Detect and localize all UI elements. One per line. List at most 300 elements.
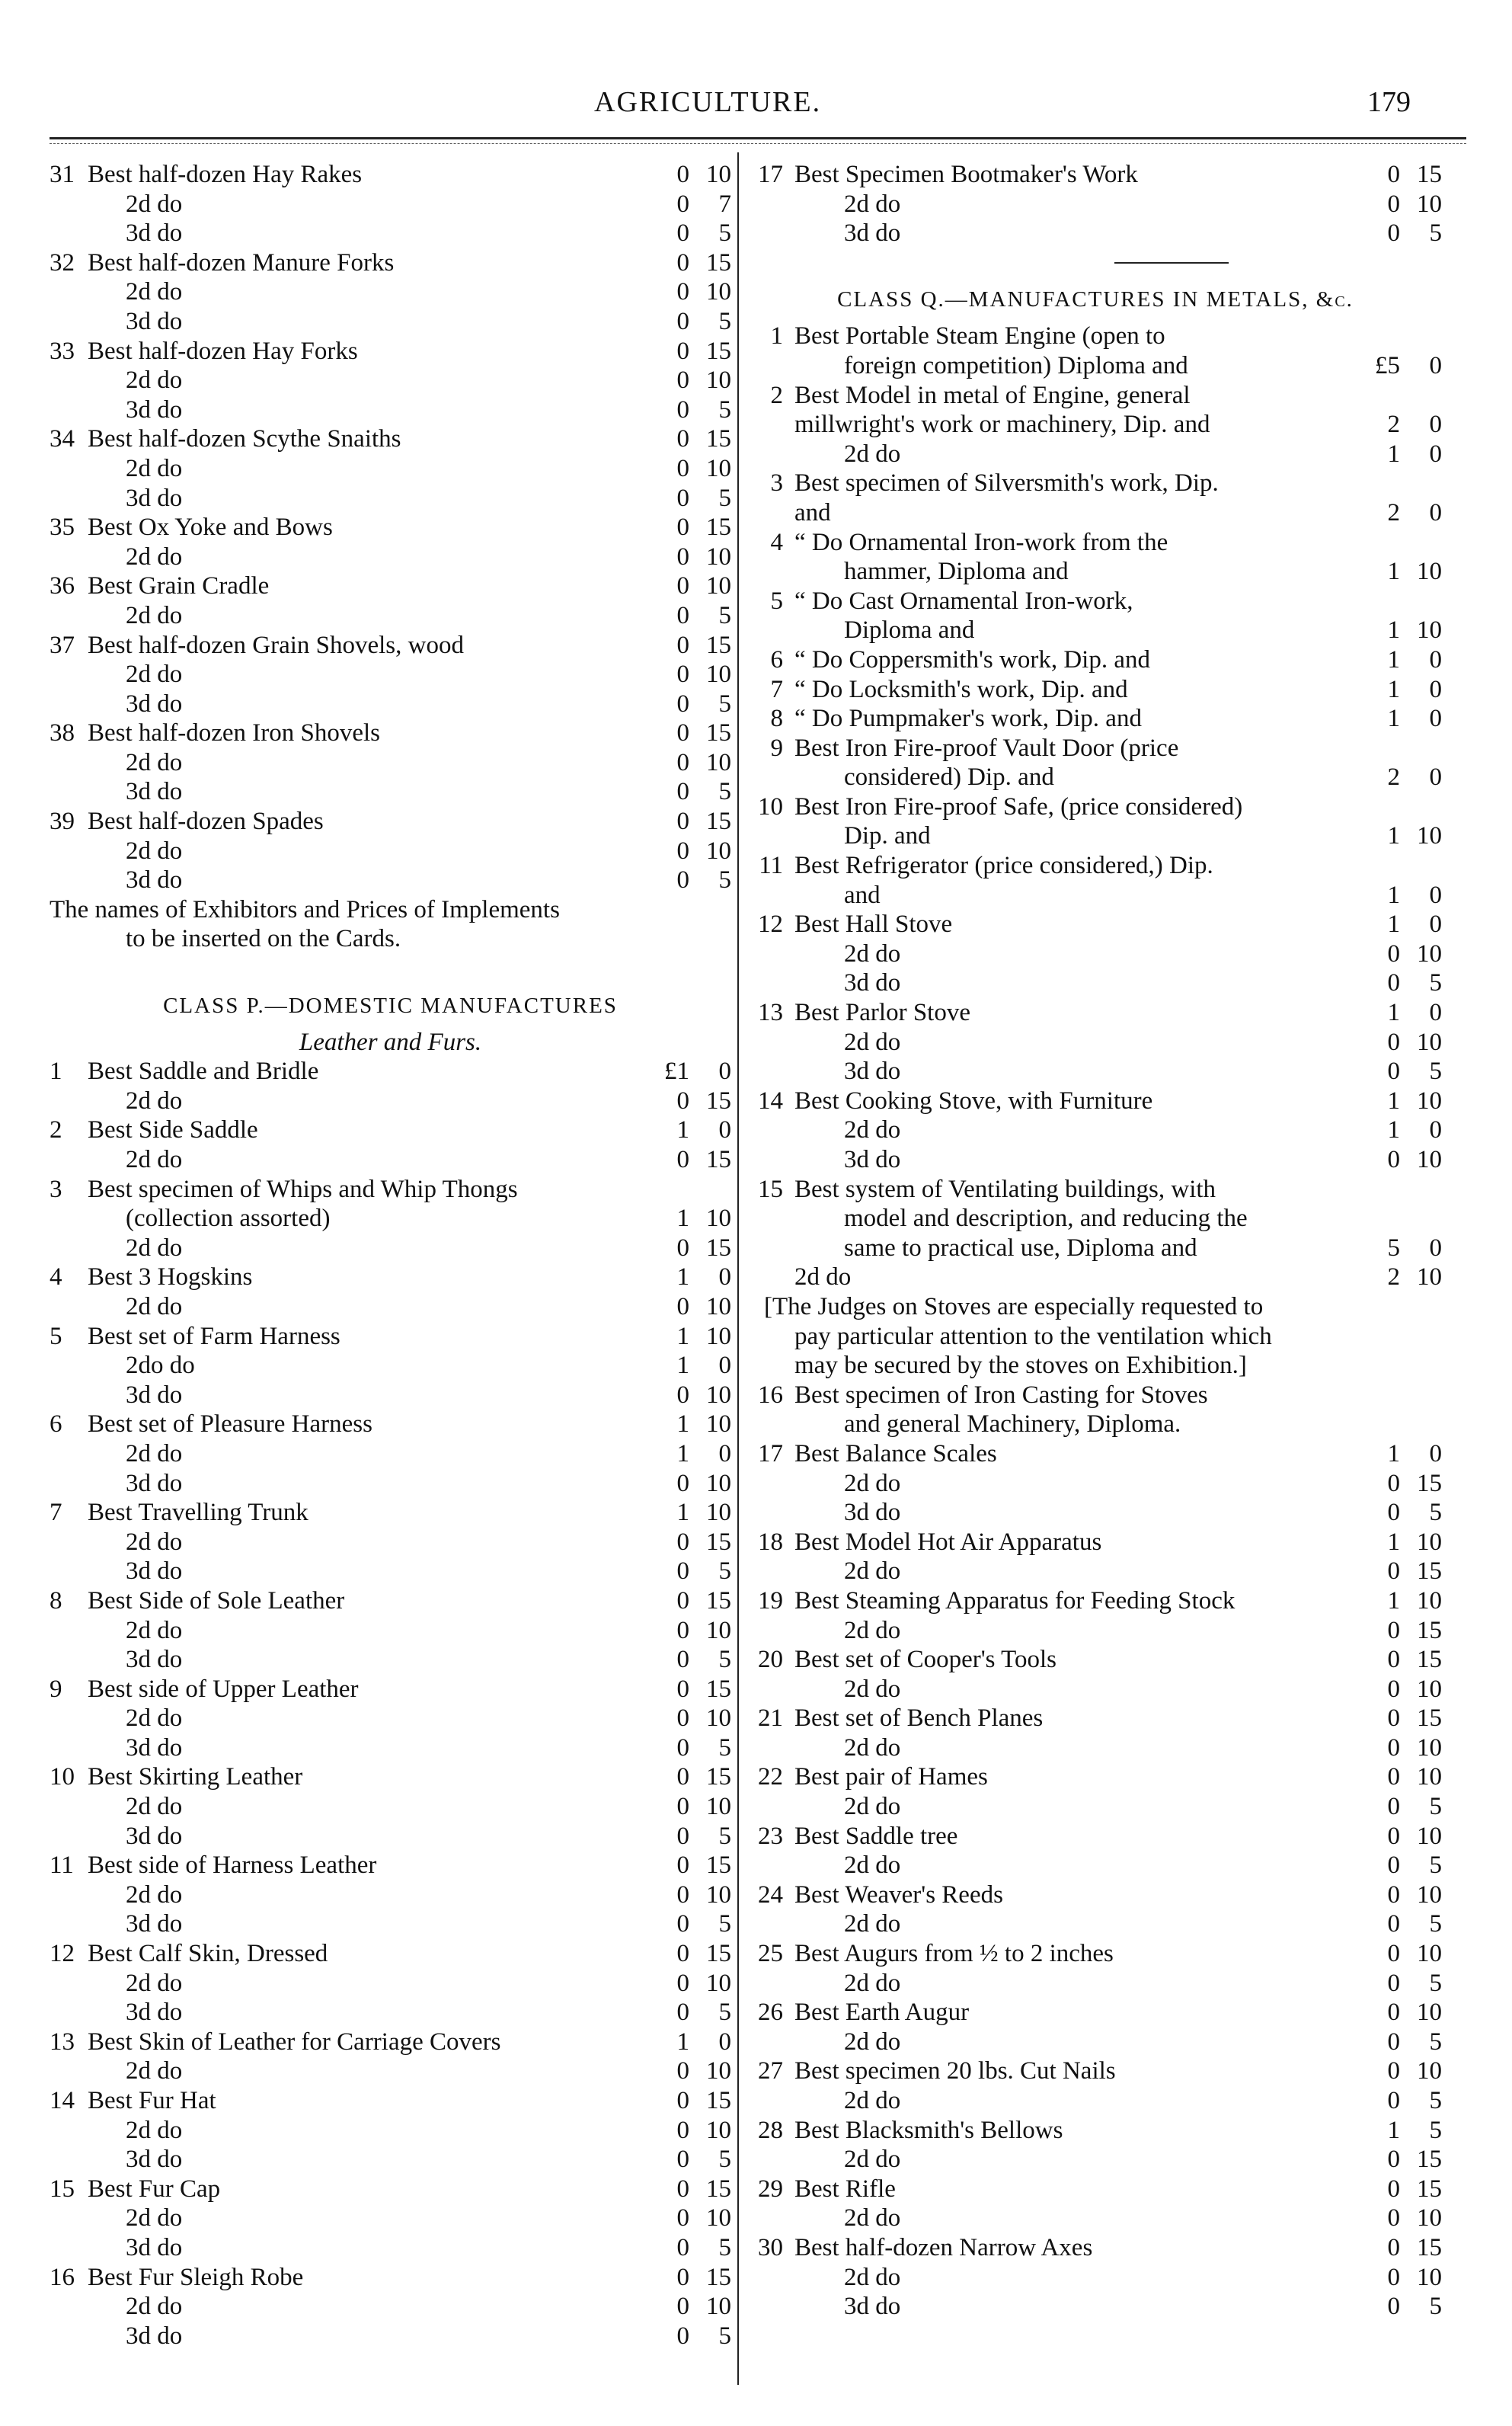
amount-shillings: 10	[1417, 1822, 1442, 1850]
amount-shillings: 10	[1417, 1940, 1442, 1968]
amount-pounds: 0	[676, 395, 689, 424]
list-item	[749, 792, 1442, 822]
item-description: Best Model in metal of Engine, general	[794, 381, 1191, 409]
item-description: Best Specimen Bootmaker's Work	[794, 161, 1138, 188]
amount-shillings: 10	[1417, 1263, 1442, 1291]
list-item	[749, 1263, 1442, 1292]
list-item	[50, 1263, 731, 1292]
amount-pounds: 1	[676, 1499, 689, 1527]
class-subheading	[50, 1028, 731, 1058]
item-description: 2d do	[844, 1793, 901, 1821]
list-item	[50, 1469, 731, 1499]
item-description: Best Model Hot Air Apparatus	[794, 1528, 1102, 1556]
amount-shillings: 10	[706, 1793, 731, 1821]
list-item	[50, 424, 731, 454]
amount-shillings: 5	[718, 1646, 731, 1674]
list-item	[50, 601, 731, 631]
amount-shillings: 10	[706, 1880, 731, 1909]
amount-pounds: 0	[1387, 1852, 1400, 1880]
amount-shillings: 15	[1417, 2146, 1442, 2174]
list-item	[50, 190, 731, 219]
item-description: 2d do	[844, 1910, 901, 1938]
amount-pounds: 0	[676, 337, 689, 365]
amount-shillings: 10	[1417, 1028, 1442, 1056]
amount-pounds: 0	[676, 190, 689, 218]
list-item	[749, 1028, 1442, 1058]
amount-pounds: 0	[1387, 219, 1400, 248]
list-item	[50, 1969, 731, 1999]
amount-pounds: 0	[1387, 1058, 1400, 1086]
amount-shillings: 15	[1417, 2175, 1442, 2203]
item-description: 2d do	[844, 440, 901, 468]
amount-shillings: 15	[1417, 1646, 1442, 1674]
list-item	[749, 1498, 1442, 1528]
amount-shillings: 10	[1417, 1999, 1442, 2027]
amount-pounds: 1	[1387, 1586, 1400, 1615]
amount-shillings: 10	[706, 2057, 731, 2085]
item-description: Best half-dozen Grain Shovels, wood	[88, 631, 464, 659]
amount-shillings: 15	[706, 2175, 731, 2203]
amount-shillings: 15	[706, 1586, 731, 1615]
amount-pounds: 0	[676, 2204, 689, 2232]
list-item	[50, 2145, 731, 2175]
item-description: Best set of Cooper's Tools	[794, 1646, 1057, 1674]
amount-pounds: 0	[1387, 1969, 1400, 1997]
amount-shillings: 15	[706, 719, 731, 747]
list-item	[50, 1322, 731, 1352]
item-number: 3	[50, 1175, 62, 1203]
item-number: 11	[759, 852, 783, 880]
item-description: 2d do	[794, 1263, 852, 1291]
list-item	[50, 1733, 731, 1763]
amount-shillings: 10	[1417, 1087, 1442, 1115]
item-description: Best Iron Fire-proof Vault Door (price	[794, 734, 1179, 762]
item-description: Best Fur Cap	[88, 2175, 221, 2203]
list-item	[50, 1998, 731, 2028]
item-number: 12	[50, 1940, 75, 1968]
amount-pounds: 0	[1387, 1793, 1400, 1821]
list-item	[749, 1351, 1442, 1381]
amount-shillings: 15	[1417, 2233, 1442, 2261]
amount-pounds: 0	[676, 248, 689, 277]
list-item	[50, 719, 731, 748]
list-item	[50, 1645, 731, 1675]
item-description: Best half-dozen Spades	[88, 808, 324, 836]
item-description: Best Skin of Leather for Carriage Covers	[88, 2028, 501, 2056]
item-description: 2d do	[126, 2204, 183, 2232]
item-description: “ Do Pumpmaker's work, Dip. and	[794, 705, 1142, 733]
item-description: and general Machinery, Diploma.	[844, 1410, 1181, 1439]
item-description: 2d do	[844, 1969, 901, 1997]
list-item	[50, 2322, 731, 2351]
item-description: 2d do	[126, 748, 183, 776]
list-item	[749, 1616, 1442, 1646]
amount-pounds: 1	[1387, 1087, 1400, 1115]
amount-pounds: 1	[1387, 881, 1400, 909]
item-number: 1	[770, 322, 783, 350]
list-item	[749, 322, 1442, 351]
amount-shillings: 5	[1429, 219, 1442, 248]
amount-shillings: 10	[1417, 1586, 1442, 1615]
amount-pounds: 0	[1387, 1146, 1400, 1173]
amount-shillings: 15	[1417, 1469, 1442, 1497]
amount-shillings: 15	[706, 248, 731, 277]
class-heading	[50, 984, 731, 1028]
amount-shillings: 10	[706, 1381, 731, 1409]
list-item	[749, 219, 1442, 248]
item-description: Best Ox Yoke and Bows	[88, 514, 333, 542]
item-description: Best Cooking Stove, with Furniture	[794, 1087, 1153, 1115]
item-description: 3d do	[844, 969, 901, 997]
amount-shillings: 10	[706, 1410, 731, 1439]
amount-shillings: 10	[1417, 558, 1442, 586]
item-description: 3d do	[126, 2233, 183, 2261]
item-description: Best Skirting Leather	[88, 1763, 303, 1791]
list-item	[50, 1880, 731, 1910]
item-number: 15	[50, 2175, 75, 2203]
list-item	[749, 1439, 1442, 1469]
item-description: Best specimen 20 lbs. Cut Nails	[794, 2057, 1116, 2085]
item-description: 3d do	[126, 395, 183, 424]
amount-pounds: 0	[676, 690, 689, 718]
item-description: may be secured by the stoves on Exhibition.]	[794, 1352, 1247, 1380]
item-number: 4	[50, 1263, 62, 1291]
amount-shillings: 10	[1417, 2204, 1442, 2232]
amount-pounds: 0	[1387, 2204, 1400, 2232]
item-number: 6	[50, 1410, 62, 1439]
amount-shillings: 10	[1417, 939, 1442, 968]
amount-shillings: 5	[1429, 1910, 1442, 1938]
item-number: 17	[758, 161, 783, 188]
list-item	[749, 2204, 1442, 2233]
item-number: 7	[50, 1499, 62, 1527]
amount-pounds: 0	[1387, 1822, 1400, 1850]
item-description: Best Weaver's Reeds	[794, 1880, 1003, 1909]
item-description: 2d do	[126, 1439, 183, 1467]
list-item	[749, 645, 1442, 675]
amount-shillings: 10	[706, 2204, 731, 2232]
amount-pounds: 1	[676, 1205, 689, 1233]
amount-pounds: 0	[1387, 2293, 1400, 2321]
column-divider	[737, 152, 739, 2385]
item-description: 3d do	[126, 690, 183, 718]
item-description: 2d do	[126, 1793, 183, 1821]
list-item	[749, 190, 1442, 219]
item-number: 9	[770, 734, 783, 762]
list-item	[50, 248, 731, 278]
item-number: 7	[770, 675, 783, 703]
amount-shillings: 15	[706, 1940, 731, 1968]
item-description: 2d do	[126, 1616, 183, 1644]
amount-shillings: 10	[1417, 1763, 1442, 1791]
item-description: Best Iron Fire-proof Safe, (price considered)	[794, 792, 1243, 821]
list-item	[749, 616, 1442, 645]
item-description: “ Do Cast Ornamental Iron-work,	[794, 587, 1133, 615]
item-description: Dip. and	[844, 822, 931, 850]
item-number: 8	[770, 705, 783, 733]
item-description: (collection assorted)	[126, 1205, 331, 1233]
item-number: 29	[758, 2175, 783, 2203]
short-rule	[1114, 262, 1229, 264]
header-rule-secondary	[50, 143, 1466, 144]
item-description: 2d do	[126, 190, 183, 218]
list-item	[749, 1704, 1442, 1733]
item-description: 2d do	[844, 1116, 901, 1144]
amount-pounds: 0	[1387, 2263, 1400, 2291]
amount-pounds: 0	[1387, 939, 1400, 968]
amount-shillings: 5	[718, 2233, 731, 2261]
list-item	[50, 1909, 731, 1939]
item-number: 38	[50, 719, 75, 747]
page-title: AGRICULTURE.	[594, 86, 822, 118]
amount-pounds: 0	[676, 1822, 689, 1850]
item-description: 2d do	[844, 2263, 901, 2291]
item-number: 30	[758, 2233, 783, 2261]
amount-pounds: £5	[1375, 351, 1400, 379]
list-item	[749, 2145, 1442, 2175]
item-number: 39	[50, 808, 75, 836]
amount-shillings: 15	[1417, 1557, 1442, 1586]
amount-shillings: 5	[718, 1822, 731, 1850]
amount-pounds: 0	[1387, 2146, 1400, 2174]
amount-shillings: 5	[1429, 1793, 1442, 1821]
item-description: 2d do	[844, 2204, 901, 2232]
amount-pounds: 0	[676, 542, 689, 571]
item-description: Best set of Pleasure Harness	[88, 1410, 372, 1439]
amount-shillings: 0	[718, 1263, 731, 1291]
amount-shillings: 0	[1429, 1439, 1442, 1467]
amount-shillings: 0	[1429, 440, 1442, 468]
list-item	[749, 821, 1442, 851]
list-item	[749, 440, 1442, 469]
item-description: Best Saddle and Bridle	[88, 1058, 319, 1086]
amount-shillings: 10	[1417, 1146, 1442, 1173]
list-item	[749, 1115, 1442, 1145]
list-item	[50, 2028, 731, 2057]
amount-shillings: 10	[706, 542, 731, 571]
item-number: 25	[758, 1940, 783, 1968]
amount-shillings: 10	[1417, 822, 1442, 850]
amount-shillings: 5	[718, 1733, 731, 1762]
item-number: 13	[758, 999, 783, 1027]
amount-pounds: 0	[1387, 1675, 1400, 1703]
amount-pounds: 1	[676, 1410, 689, 1439]
list-item	[749, 160, 1442, 190]
list-item	[50, 777, 731, 807]
item-number: 15	[758, 1175, 783, 1203]
list-item	[50, 660, 731, 690]
item-description: 2d do	[844, 2146, 901, 2174]
list-item	[749, 469, 1442, 498]
item-description: Best half-dozen Narrow Axes	[794, 2233, 1093, 2261]
amount-shillings: 7	[718, 190, 731, 218]
item-description: Best specimen of Iron Casting for Stoves	[794, 1381, 1208, 1409]
amount-shillings: 0	[1429, 1234, 1442, 1262]
running-header	[0, 85, 1512, 131]
amount-pounds: 0	[676, 1381, 689, 1409]
list-item	[50, 690, 731, 719]
list-item	[50, 1145, 731, 1175]
amount-pounds: 0	[676, 1675, 689, 1703]
item-description: 2d do	[126, 661, 183, 689]
amount-shillings: 10	[1417, 190, 1442, 218]
amount-pounds: 0	[676, 484, 689, 512]
amount-pounds: 0	[676, 514, 689, 542]
item-description: 3d do	[126, 1910, 183, 1938]
list-item	[749, 1204, 1442, 1234]
item-description: 2d do	[126, 1234, 183, 1262]
amount-pounds: 1	[676, 1439, 689, 1467]
spacer	[50, 954, 731, 984]
item-description: 2d do	[844, 1733, 901, 1762]
amount-shillings: 0	[1429, 645, 1442, 674]
list-item	[749, 1557, 1442, 1586]
amount-pounds: 1	[1387, 911, 1400, 939]
amount-pounds: 1	[1387, 1528, 1400, 1556]
item-description: hammer, Diploma and	[844, 558, 1069, 586]
amount-pounds: 0	[676, 1999, 689, 2027]
amount-shillings: 0	[1429, 763, 1442, 792]
amount-pounds: 1	[1387, 440, 1400, 468]
amount-pounds: 0	[1387, 2175, 1400, 2203]
amount-shillings: 5	[718, 1557, 731, 1586]
item-description: Best Steaming Apparatus for Feeding Stock	[794, 1586, 1235, 1615]
amount-shillings: 5	[1429, 1058, 1442, 1086]
item-description: Best Parlor Stove	[794, 999, 970, 1027]
class-heading	[749, 277, 1442, 322]
amount-pounds: 0	[676, 1969, 689, 1997]
item-description: 2d do	[126, 2057, 183, 2085]
amount-pounds: 0	[676, 1733, 689, 1762]
list-item	[50, 2086, 731, 2116]
amount-pounds: 0	[676, 1646, 689, 1674]
item-description: 2do do	[126, 1352, 195, 1380]
amount-shillings: 10	[706, 1322, 731, 1350]
item-description: 3d do	[126, 1469, 183, 1497]
amount-pounds: 2	[1387, 498, 1400, 526]
amount-pounds: 0	[676, 1940, 689, 1968]
item-description: 2d do	[844, 939, 901, 968]
list-item	[50, 837, 731, 866]
item-description: 2d do	[126, 454, 183, 482]
list-item	[50, 1087, 731, 1116]
amount-shillings: 0	[1429, 881, 1442, 909]
list-item	[749, 1675, 1442, 1704]
item-number: 8	[50, 1586, 62, 1615]
list-item	[50, 484, 731, 514]
amount-shillings: 15	[706, 1234, 731, 1262]
list-item	[749, 2263, 1442, 2293]
list-item	[50, 1292, 731, 1322]
amount-shillings: 0	[1429, 705, 1442, 733]
amount-shillings: 10	[706, 661, 731, 689]
item-description: Best Rifle	[794, 2175, 896, 2203]
amount-pounds: 0	[676, 808, 689, 836]
amount-pounds: 0	[676, 1880, 689, 1909]
list-item	[50, 1410, 731, 1439]
item-description: Best Blacksmith's Bellows	[794, 2116, 1063, 2144]
amount-shillings: 0	[1429, 498, 1442, 526]
amount-shillings: 10	[706, 1616, 731, 1644]
amount-shillings: 10	[1417, 1880, 1442, 1909]
amount-shillings: 10	[706, 748, 731, 776]
amount-pounds: 2	[1387, 763, 1400, 792]
list-item	[749, 1410, 1442, 1439]
item-description: Best side of Upper Leather	[88, 1675, 359, 1703]
item-description: 2d do	[126, 2116, 183, 2144]
item-description: Best Grain Cradle	[88, 572, 270, 600]
amount-shillings: 15	[1417, 1616, 1442, 1644]
item-description: 2d do	[844, 1675, 901, 1703]
list-item	[749, 557, 1442, 587]
amount-shillings: 5	[1429, 969, 1442, 997]
amount-shillings: 10	[1417, 1733, 1442, 1762]
item-description: same to practical use, Diploma and	[844, 1234, 1197, 1262]
list-item	[749, 1762, 1442, 1792]
amount-pounds: 0	[1387, 1880, 1400, 1909]
list-item	[50, 1351, 731, 1381]
list-item	[50, 395, 731, 425]
item-description: Best system of Ventilating buildings, with	[794, 1175, 1216, 1203]
item-description: Best Side Saddle	[88, 1116, 258, 1144]
item-description: Best set of Bench Planes	[794, 1704, 1044, 1733]
item-description: Best half-dozen Manure Forks	[88, 248, 395, 277]
amount-pounds: 0	[676, 866, 689, 895]
item-number: 10	[50, 1763, 75, 1791]
list-item	[749, 1175, 1442, 1205]
amount-pounds: 0	[676, 1763, 689, 1791]
amount-shillings: 5	[1429, 1499, 1442, 1527]
item-number: 10	[758, 792, 783, 821]
amount-pounds: 0	[1387, 2233, 1400, 2261]
amount-pounds: 0	[1387, 1499, 1400, 1527]
list-item	[50, 513, 731, 542]
amount-pounds: 0	[676, 278, 689, 306]
item-description: model and description, and reducing the	[844, 1205, 1248, 1233]
list-item	[749, 1381, 1442, 1410]
amount-pounds: 1	[676, 2028, 689, 2056]
item-description: “ Do Locksmith's work, Dip. and	[794, 675, 1128, 703]
item-description: to be inserted on the Cards.	[126, 925, 401, 953]
amount-pounds: 0	[1387, 1616, 1400, 1644]
amount-pounds: 0	[676, 2057, 689, 2085]
item-description: 2d do	[126, 1969, 183, 1997]
list-item	[749, 1322, 1442, 1352]
item-description: 2d do	[844, 2028, 901, 2056]
amount-pounds: 1	[1387, 1439, 1400, 1467]
item-description: 2d do	[844, 2087, 901, 2114]
class-heading-text: CLASS P.—DOMESTIC MANUFACTURES	[163, 993, 618, 1018]
item-description: Best Portable Steam Engine (open to	[794, 322, 1165, 350]
item-description: 2d do	[844, 1028, 901, 1056]
item-description: 3d do	[126, 2322, 183, 2350]
amount-pounds: 0	[1387, 1028, 1400, 1056]
amount-shillings: 15	[706, 2087, 731, 2114]
item-description: 2d do	[844, 1852, 901, 1880]
item-description: 2d do	[126, 1146, 183, 1173]
list-item	[749, 410, 1442, 440]
list-item	[50, 1057, 731, 1087]
amount-shillings: 10	[706, 837, 731, 865]
list-item	[749, 2292, 1442, 2322]
amount-shillings: 0	[1429, 411, 1442, 439]
item-description: Diploma and	[844, 616, 975, 645]
item-description: Best Travelling Trunk	[88, 1499, 308, 1527]
list-item	[749, 968, 1442, 998]
amount-shillings: 10	[706, 572, 731, 600]
item-description: 3d do	[126, 307, 183, 335]
item-number: 22	[758, 1763, 783, 1791]
